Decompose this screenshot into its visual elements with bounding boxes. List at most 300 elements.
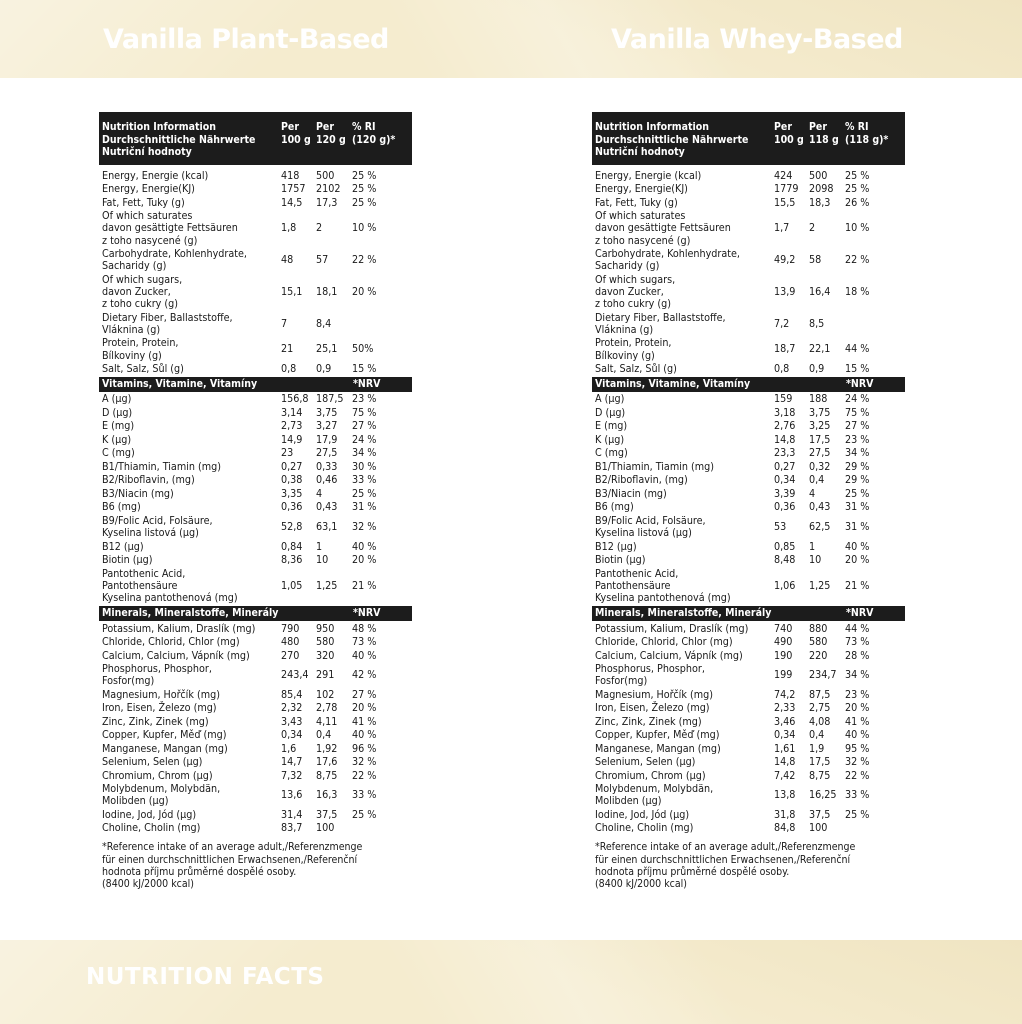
header-label: Nutrition Information Durchschnittliche Nährwerte Nutriční hodnoty	[102, 121, 256, 158]
per-100g-value: 48	[281, 253, 294, 267]
per-serving-value: 18,3	[809, 195, 831, 209]
ri-percent-value: 41 %	[352, 714, 377, 728]
header-per-100g: Per 100 g	[774, 121, 804, 146]
table-row	[592, 311, 905, 337]
per-100g-value: 418	[281, 168, 300, 182]
table-row	[99, 460, 412, 474]
per-serving-value: 234,7	[809, 668, 837, 682]
table-row	[99, 808, 412, 822]
ri-percent-value: 29 %	[845, 473, 870, 487]
table-row	[592, 420, 905, 434]
table-row	[99, 635, 412, 649]
per-100g-value: 156,8	[281, 392, 309, 406]
nutrient-name: Of which saturates davon gesättigte Fettsäuren z toho nasycené (g)	[102, 209, 238, 247]
per-serving-value: 17,5	[809, 432, 831, 446]
table-row	[592, 540, 905, 554]
per-100g-value: 0,8	[281, 361, 297, 375]
per-serving-value: 17,6	[316, 755, 338, 769]
per-serving-value: 4	[809, 486, 816, 500]
per-serving-value: 27,5	[316, 446, 338, 460]
table-header	[99, 112, 412, 165]
table-row	[99, 540, 412, 554]
ri-percent-value: 32 %	[352, 520, 377, 534]
table-row	[592, 169, 905, 183]
ri-percent-value: 25 %	[352, 168, 377, 182]
nutrient-name: B2/Riboflavin, (mg)	[102, 473, 195, 487]
per-100g-value: 0,84	[281, 539, 303, 553]
per-100g-value: 14,5	[281, 195, 303, 209]
nutrient-name: Energy, Energie(KJ)	[102, 182, 195, 196]
per-100g-value: 0,27	[281, 459, 303, 473]
table-row	[592, 822, 905, 836]
per-100g-value: 243,4	[281, 668, 309, 682]
nutrient-name: Energy, Energie (kcal)	[102, 168, 209, 182]
ri-percent-value: 23 %	[845, 432, 870, 446]
per-serving-value: 188	[809, 392, 828, 406]
nutrient-name: B12 (µg)	[595, 539, 637, 553]
top-banner	[0, 0, 1022, 78]
nutrient-name: Pantothenic Acid, Pantothensäure Kyselina pantothenová (mg)	[102, 566, 238, 605]
nutrient-name: B9/Folic Acid, Folsäure, Kyselina listová (µg)	[102, 513, 213, 540]
per-serving-value: 16,25	[809, 788, 837, 802]
per-100g-value: 1,05	[281, 578, 303, 592]
ri-percent-value: 29 %	[845, 459, 870, 473]
per-100g-value: 1,7	[774, 221, 790, 235]
nutrient-name: Potassium, Kalium, Draslík (mg)	[595, 621, 749, 635]
table-row	[592, 688, 905, 702]
nutrient-name: E (mg)	[102, 419, 135, 433]
per-100g-value: 8,48	[774, 553, 796, 567]
ri-percent-value: 40 %	[845, 728, 870, 742]
per-100g-value: 1,6	[281, 741, 297, 755]
nutrient-name: B6 (mg)	[102, 500, 141, 514]
per-serving-value: 0,9	[316, 361, 332, 375]
per-serving-value: 1	[316, 539, 323, 553]
per-serving-value: 25,1	[316, 342, 338, 356]
per-serving-value: 100	[316, 821, 335, 835]
per-100g-value: 790	[281, 621, 300, 635]
per-serving-value: 2,78	[316, 701, 338, 715]
nutrient-name: B1/Thiamin, Tiamin (mg)	[595, 459, 714, 473]
ri-percent-value: 20 %	[845, 701, 870, 715]
nutrient-name: Selenium, Selen (µg)	[102, 755, 203, 769]
nutrient-name: Molybdenum, Molybdän, Molibden (µg)	[595, 782, 714, 808]
ri-percent-value: 73 %	[845, 635, 870, 649]
ri-percent-value: 21 %	[352, 578, 377, 592]
nutrient-name: Iron, Eisen, Železo (mg)	[102, 701, 217, 715]
per-100g-value: 52,8	[281, 520, 303, 534]
table-row	[99, 649, 412, 663]
nutrient-name: Biotin (µg)	[102, 553, 153, 567]
minerals-section-header	[592, 606, 905, 621]
nutrient-name: B9/Folic Acid, Folsäure, Kyselina listová (µg)	[595, 513, 706, 540]
table-row	[592, 715, 905, 729]
nutrient-name: K (µg)	[595, 432, 625, 446]
table-row	[99, 822, 412, 836]
per-100g-value: 270	[281, 648, 300, 662]
ri-percent-value: 31 %	[845, 500, 870, 514]
per-serving-value: 2	[809, 221, 816, 235]
vitamins-section-header	[592, 377, 905, 392]
ri-percent-value: 40 %	[352, 728, 377, 742]
per-100g-value: 3,39	[774, 486, 796, 500]
per-serving-value: 63,1	[316, 520, 338, 534]
table-row	[592, 487, 905, 501]
table-row	[99, 420, 412, 434]
per-100g-value: 7	[281, 316, 288, 330]
ri-percent-value: 25 %	[352, 486, 377, 500]
ri-percent-value: 25 %	[352, 195, 377, 209]
per-100g-value: 14,8	[774, 432, 796, 446]
table-row	[99, 622, 412, 636]
table-row	[99, 474, 412, 488]
header-ri-percent: % RI (118 g)*	[845, 121, 889, 146]
per-serving-value: 1,9	[809, 741, 825, 755]
per-serving-value: 17,9	[316, 432, 338, 446]
ri-percent-value: 25 %	[352, 807, 377, 821]
table-row	[99, 702, 412, 716]
table-row	[592, 769, 905, 783]
per-100g-value: 31,8	[774, 807, 796, 821]
ri-percent-value: 20 %	[352, 701, 377, 715]
per-100g-value: 1757	[281, 182, 306, 196]
per-100g-value: 13,6	[281, 788, 303, 802]
table-row	[592, 183, 905, 197]
per-100g-value: 0,36	[281, 500, 303, 514]
ri-percent-value: 22 %	[352, 253, 377, 267]
nutrient-name: Zinc, Zink, Zinek (mg)	[102, 714, 209, 728]
ri-percent-value: 26 %	[845, 195, 870, 209]
nutrient-name: A (µg)	[102, 392, 132, 406]
plant-based-title: Vanilla Plant-Based	[103, 24, 389, 55]
per-100g-value: 2,33	[774, 701, 796, 715]
nutrient-name: Carbohydrate, Kohlenhydrate, Sacharidy (g)	[102, 247, 247, 273]
table-row	[592, 514, 905, 540]
nutrient-name: Copper, Kupfer, Měď (mg)	[595, 728, 720, 742]
table-row	[99, 210, 412, 248]
per-100g-value: 424	[774, 168, 793, 182]
per-100g-value: 2,76	[774, 419, 796, 433]
per-100g-value: 14,7	[281, 755, 303, 769]
ri-percent-value: 75 %	[352, 405, 377, 419]
per-serving-value: 27,5	[809, 446, 831, 460]
ri-percent-value: 31 %	[352, 500, 377, 514]
per-100g-value: 23,3	[774, 446, 796, 460]
vitamins-title: Vitamins, Vitamine, Vitamíny	[102, 377, 258, 390]
nutrient-name: Choline, Cholin (mg)	[102, 821, 201, 835]
per-serving-value: 37,5	[316, 807, 338, 821]
per-100g-value: 7,32	[281, 768, 303, 782]
table-row	[592, 196, 905, 210]
bottom-banner	[0, 940, 1022, 1024]
table-row	[99, 406, 412, 420]
nutrient-name: Phosphorus, Phosphor, Fosfor(mg)	[595, 662, 705, 688]
ri-percent-value: 41 %	[845, 714, 870, 728]
nutrient-name: E (mg)	[595, 419, 628, 433]
ri-percent-value: 28 %	[845, 648, 870, 662]
nutrient-name: Chloride, Chlorid, Chlor (mg)	[102, 635, 240, 649]
nutrient-name: Manganese, Mangan (mg)	[102, 741, 228, 755]
nutrient-name: B6 (mg)	[595, 500, 634, 514]
table-row	[592, 729, 905, 743]
per-serving-value: 102	[316, 687, 335, 701]
nutrient-name: Salt, Salz, Sůl (g)	[595, 361, 677, 375]
table-row	[99, 756, 412, 770]
per-100g-value: 74,2	[774, 687, 796, 701]
plant-based-nutrition-table	[99, 112, 412, 890]
nutrient-name: Dietary Fiber, Ballaststoffe, Vláknina (g)	[102, 310, 233, 336]
per-serving-value: 1,25	[316, 578, 338, 592]
nutrient-name: Copper, Kupfer, Měď (mg)	[102, 728, 227, 742]
per-serving-value: 2	[316, 221, 323, 235]
per-serving-value: 0,9	[809, 361, 825, 375]
per-100g-value: 159	[774, 392, 793, 406]
ri-percent-value: 21 %	[845, 578, 870, 592]
header-per-serving: Per 118 g	[809, 121, 839, 146]
nutrient-name: Energy, Energie (kcal)	[595, 168, 702, 182]
per-100g-value: 3,43	[281, 714, 303, 728]
nutrient-name: Iodine, Jod, Jód (µg)	[595, 807, 690, 821]
nutrient-name: B3/Niacin (mg)	[102, 486, 174, 500]
table-row	[99, 729, 412, 743]
per-serving-value: 1	[809, 539, 816, 553]
ri-percent-value: 22 %	[352, 768, 377, 782]
nutrient-name: Of which sugars, davon Zucker, z toho cukry (g)	[102, 272, 183, 311]
per-serving-value: 87,5	[809, 687, 831, 701]
per-100g-value: 83,7	[281, 821, 303, 835]
ri-percent-value: 32 %	[352, 755, 377, 769]
per-100g-value: 15,1	[281, 284, 303, 298]
nutrient-name: B3/Niacin (mg)	[595, 486, 667, 500]
ri-percent-value: 24 %	[845, 392, 870, 406]
ri-percent-value: 44 %	[845, 342, 870, 356]
ri-percent-value: 40 %	[352, 648, 377, 662]
per-100g-value: 2,32	[281, 701, 303, 715]
ri-percent-value: 48 %	[352, 621, 377, 635]
ri-percent-value: 34 %	[352, 446, 377, 460]
ri-percent-value: 40 %	[352, 539, 377, 553]
nutrient-name: Protein, Protein, Bílkoviny (g)	[102, 336, 179, 362]
per-serving-value: 62,5	[809, 520, 831, 534]
per-100g-value: 3,18	[774, 405, 796, 419]
per-100g-value: 480	[281, 635, 300, 649]
per-serving-value: 187,5	[316, 392, 344, 406]
nutrient-name: Selenium, Selen (µg)	[595, 755, 696, 769]
ri-percent-value: 25 %	[352, 182, 377, 196]
per-serving-value: 580	[316, 635, 335, 649]
per-serving-value: 2102	[316, 182, 341, 196]
table-row	[592, 362, 905, 376]
nutrient-name: Of which saturates davon gesättigte Fettsäuren z toho nasycené (g)	[595, 209, 731, 247]
ri-percent-value: 42 %	[352, 668, 377, 682]
table-row	[99, 433, 412, 447]
table-row	[99, 247, 412, 273]
table-row	[99, 447, 412, 461]
reference-intake-note: *Reference intake of an average adult,/Referenzmenge für einen durchschnittlichen Erwachsenen,/Referenční hodnota příjmu průměrné dospělé osoby. (8400 kJ/2000 kcal)	[595, 841, 856, 891]
per-100g-value: 0,8	[774, 361, 790, 375]
nutrient-name: Biotin (µg)	[595, 553, 646, 567]
per-100g-value: 1,61	[774, 741, 796, 755]
per-100g-value: 199	[774, 668, 793, 682]
per-100g-value: 2,73	[281, 419, 303, 433]
per-serving-value: 500	[316, 168, 335, 182]
nutrient-name: Potassium, Kalium, Draslík (mg)	[102, 621, 256, 635]
per-100g-value: 3,35	[281, 486, 303, 500]
header-per-serving: Per 120 g	[316, 121, 346, 146]
nutrient-name: Choline, Cholin (mg)	[595, 821, 694, 835]
table-row	[592, 210, 905, 248]
per-serving-value: 291	[316, 668, 335, 682]
minerals-nrv-label: *NRV	[353, 606, 381, 619]
per-serving-value: 8,4	[316, 316, 332, 330]
nutrient-name: Salt, Salz, Sůl (g)	[102, 361, 184, 375]
per-serving-value: 3,75	[316, 405, 338, 419]
per-serving-value: 0,32	[809, 459, 831, 473]
nutrient-name: Chromium, Chrom (µg)	[595, 768, 706, 782]
per-serving-value: 500	[809, 168, 828, 182]
nutrient-name: Iodine, Jod, Jód (µg)	[102, 807, 197, 821]
minerals-section-header	[99, 606, 412, 621]
ri-percent-value: 33 %	[352, 788, 377, 802]
nutrient-name: Energy, Energie(KJ)	[595, 182, 688, 196]
ri-percent-value: 73 %	[352, 635, 377, 649]
per-100g-value: 84,8	[774, 821, 796, 835]
ri-percent-value: 96 %	[352, 741, 377, 755]
table-row	[99, 715, 412, 729]
per-serving-value: 1,25	[809, 578, 831, 592]
per-serving-value: 0,43	[809, 500, 831, 514]
nutrient-name: Zinc, Zink, Zinek (mg)	[595, 714, 702, 728]
table-row	[592, 460, 905, 474]
per-100g-value: 740	[774, 621, 793, 635]
per-serving-value: 0,33	[316, 459, 338, 473]
header-label: Nutrition Information Durchschnittliche Nährwerte Nutriční hodnoty	[595, 121, 749, 158]
ri-percent-value: 25 %	[845, 486, 870, 500]
ri-percent-value: 18 %	[845, 284, 870, 298]
table-row	[99, 273, 412, 311]
per-serving-value: 0,4	[809, 473, 825, 487]
ri-percent-value: 95 %	[845, 741, 870, 755]
nutrient-name: B2/Riboflavin, (mg)	[595, 473, 688, 487]
per-serving-value: 3,25	[809, 419, 831, 433]
ri-percent-value: 50%	[352, 342, 374, 356]
per-100g-value: 1779	[774, 182, 799, 196]
per-serving-value: 57	[316, 253, 329, 267]
per-serving-value: 8,5	[809, 316, 825, 330]
per-serving-value: 3,27	[316, 419, 338, 433]
header-per-100g: Per 100 g	[281, 121, 311, 146]
per-100g-value: 0,85	[774, 539, 796, 553]
per-100g-value: 21	[281, 342, 294, 356]
per-serving-value: 320	[316, 648, 335, 662]
ri-percent-value: 23 %	[352, 392, 377, 406]
per-serving-value: 10	[316, 553, 329, 567]
table-row	[592, 406, 905, 420]
table-row	[99, 688, 412, 702]
minerals-nrv-label: *NRV	[846, 606, 874, 619]
table-row	[592, 501, 905, 515]
table-header	[592, 112, 905, 165]
per-100g-value: 13,9	[774, 284, 796, 298]
ri-percent-value: 27 %	[352, 419, 377, 433]
nutrient-name: Pantothenic Acid, Pantothensäure Kyselina pantothenová (mg)	[595, 566, 731, 605]
nutrient-name: Fat, Fett, Tuky (g)	[595, 195, 678, 209]
ri-percent-value: 75 %	[845, 405, 870, 419]
per-serving-value: 4	[316, 486, 323, 500]
nutrient-name: Manganese, Mangan (mg)	[595, 741, 721, 755]
per-serving-value: 3,75	[809, 405, 831, 419]
per-serving-value: 0,46	[316, 473, 338, 487]
ri-percent-value: 22 %	[845, 768, 870, 782]
nutrient-name: C (mg)	[102, 446, 135, 460]
per-100g-value: 53	[774, 520, 787, 534]
vitamins-section-header	[99, 377, 412, 392]
ri-percent-value: 25 %	[845, 182, 870, 196]
table-row	[99, 169, 412, 183]
table-row	[99, 337, 412, 363]
per-100g-value: 85,4	[281, 687, 303, 701]
per-serving-value: 580	[809, 635, 828, 649]
ri-percent-value: 30 %	[352, 459, 377, 473]
per-100g-value: 0,36	[774, 500, 796, 514]
ri-percent-value: 25 %	[845, 168, 870, 182]
per-100g-value: 0,27	[774, 459, 796, 473]
ri-percent-value: 33 %	[352, 473, 377, 487]
table-row	[592, 783, 905, 809]
nutrient-name: Calcium, Calcium, Vápník (mg)	[102, 648, 250, 662]
per-serving-value: 2098	[809, 182, 834, 196]
per-100g-value: 8,36	[281, 553, 303, 567]
per-100g-value: 23	[281, 446, 294, 460]
table-row	[99, 501, 412, 515]
ri-percent-value: 10 %	[845, 221, 870, 235]
per-100g-value: 13,8	[774, 788, 796, 802]
per-100g-value: 3,14	[281, 405, 303, 419]
vitamins-title: Vitamins, Vitamine, Vitamíny	[595, 377, 751, 390]
table-row	[99, 514, 412, 540]
nutrient-name: Magnesium, Hořčík (mg)	[102, 687, 220, 701]
nutrient-name: Fat, Fett, Tuky (g)	[102, 195, 185, 209]
nutrient-name: Carbohydrate, Kohlenhydrate, Sacharidy (g)	[595, 247, 740, 273]
nutrient-name: Chloride, Chlorid, Chlor (mg)	[595, 635, 733, 649]
per-serving-value: 22,1	[809, 342, 831, 356]
per-100g-value: 1,06	[774, 578, 796, 592]
per-100g-value: 18,7	[774, 342, 796, 356]
per-serving-value: 0,43	[316, 500, 338, 514]
ri-percent-value: 15 %	[845, 361, 870, 375]
table-row	[592, 393, 905, 407]
ri-percent-value: 27 %	[845, 419, 870, 433]
per-serving-value: 16,4	[809, 284, 831, 298]
nutrient-name: B1/Thiamin, Tiamin (mg)	[102, 459, 221, 473]
nutrition-facts-title: NUTRITION FACTS	[86, 964, 325, 990]
header-ri-percent: % RI (120 g)*	[352, 121, 396, 146]
table-row	[592, 662, 905, 688]
per-100g-value: 3,46	[774, 714, 796, 728]
table-row	[592, 756, 905, 770]
table-row	[592, 635, 905, 649]
per-serving-value: 18,1	[316, 284, 338, 298]
nutrient-name: Of which sugars, davon Zucker, z toho cukry (g)	[595, 272, 676, 311]
per-serving-value: 220	[809, 648, 828, 662]
vitamins-nrv-label: *NRV	[846, 377, 874, 390]
per-serving-value: 1,92	[316, 741, 338, 755]
table-row	[99, 183, 412, 197]
ri-percent-value: 33 %	[845, 788, 870, 802]
table-row	[592, 702, 905, 716]
table-row	[99, 311, 412, 337]
nutrient-name: D (µg)	[595, 405, 626, 419]
